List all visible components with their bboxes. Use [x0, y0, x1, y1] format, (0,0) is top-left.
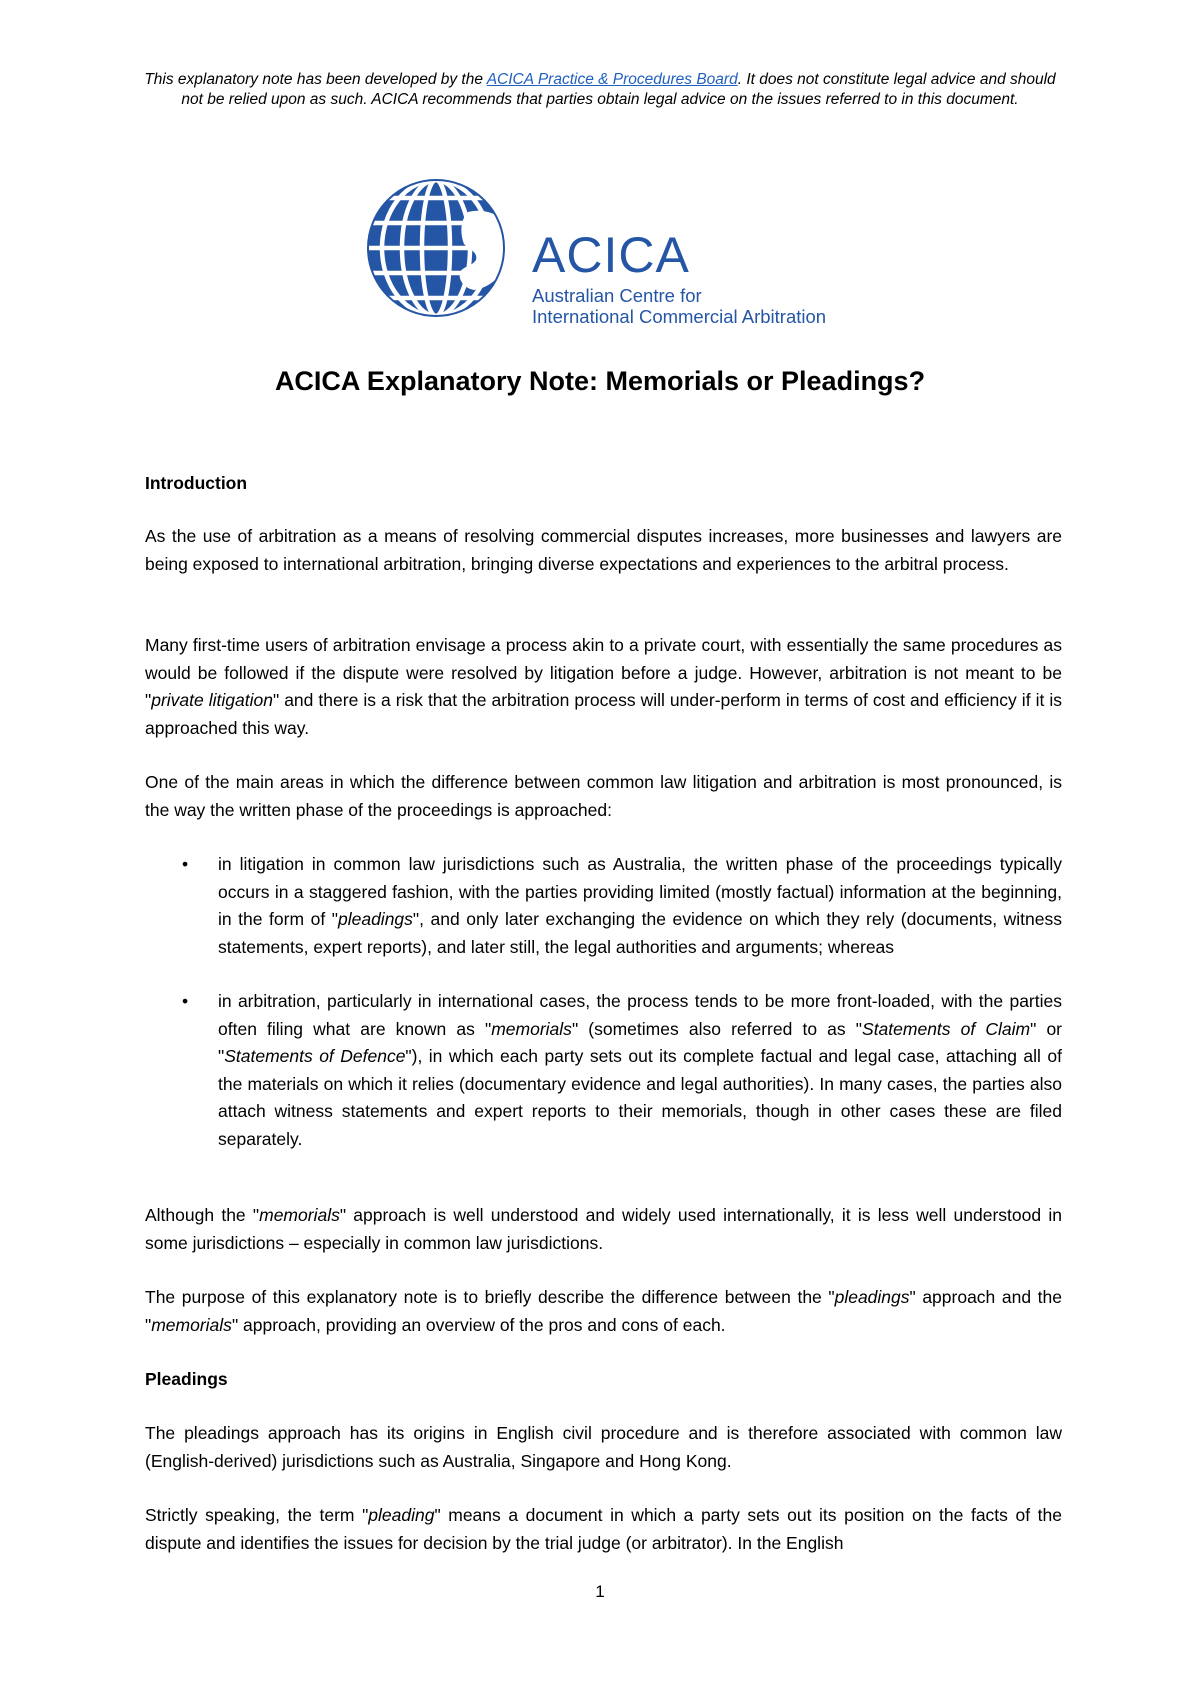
paragraph-3 — [145, 769, 1062, 824]
paragraph-5-emphasis-1: pleadings — [834, 1287, 910, 1307]
paragraph-7-text-b: " means a document in which a party sets out its position on the facts of the dispute and identifies the issues for decision by the trial judge (or arbitrator). In the English — [145, 1505, 1062, 1553]
logo-tagline-line-2: International Commercial Arbitration — [532, 306, 827, 327]
logo-tagline-line-1: Australian Centre for — [532, 285, 702, 306]
paragraph-7 — [145, 1502, 1062, 1557]
acica-logo — [360, 178, 860, 338]
disclaimer — [140, 70, 1060, 110]
paragraph-4 — [145, 1202, 1062, 1257]
paragraph-2-text-a: Many first-time users of arbitration envisage a process akin to a private court, with essentially the same procedures as would be followed if the dispute were resolved by litigation before a judge. However, arbitration is not meant to be " — [145, 635, 1062, 710]
paragraph-3-text: One of the main areas in which the difference between common law litigation and arbitration is most pronounced, is the way the written phase of the proceedings is approached: — [145, 772, 1062, 820]
practice-board-link[interactable]: ACICA Practice & Procedures Board — [486, 71, 738, 88]
logo-acronym: ACICA — [532, 227, 690, 283]
section-pleadings — [145, 1366, 1062, 1394]
bullet-2-emphasis-3: Statements of Defence — [224, 1046, 406, 1066]
paragraph-7-text-a: Strictly speaking, the term " — [145, 1505, 369, 1525]
paragraph-5 — [145, 1284, 1062, 1339]
disclaimer-text-start: This explanatory note has been developed by the — [144, 71, 487, 88]
bullet-1-text-b: ", and only later exchanging the evidence on which they rely (documents, witness statements, expert reports), and later still, the legal authorities and arguments; whereas — [218, 909, 1063, 957]
paragraph-6 — [145, 1420, 1062, 1475]
bullet-2-emphasis-2: Statements of Claim — [862, 1018, 1031, 1039]
bullet-icon: • — [182, 854, 189, 874]
paragraph-4-emphasis: memorials — [259, 1205, 340, 1225]
paragraph-4-text-a: Although the " — [145, 1205, 260, 1225]
page-number: 1 — [595, 1582, 605, 1601]
paragraph-1-text: As the use of arbitration as a means of resolving commercial disputes increases, more businesses and lawyers are being exposed to international arbitration, bringing diverse expectations and experiences to the arbitral process. — [145, 526, 1062, 574]
list-item — [145, 988, 1062, 1153]
paragraph-1 — [145, 523, 1062, 578]
globe-icon — [360, 178, 530, 328]
paragraph-6-text: The pleadings approach has its origins in English civil procedure and is therefore associated with common law (English-derived) jurisdictions such as Australia, Singapore and Hong Kong. — [145, 1423, 1062, 1471]
paragraph-5-text-a: The purpose of this explanatory note is to briefly describe the difference between the " — [145, 1287, 835, 1307]
paragraph-5-emphasis-2: memorials — [151, 1314, 232, 1335]
section-introduction — [145, 470, 1062, 498]
bullet-1-emphasis: pleadings — [337, 909, 413, 929]
bullet-list — [145, 851, 1062, 1153]
disclaimer-text-end: . It does not constitute legal advice and should not be relied upon as such. ACICA recommends that parties obtain legal advice on the issues referred to in this document. — [181, 71, 1056, 108]
introduction-heading: Introduction — [145, 473, 248, 493]
bullet-icon: • — [182, 991, 189, 1011]
bullet-2-text-a: in arbitration, particularly in international cases, the process tends to be more front-loaded, with the parties often filing what are known as " — [218, 991, 1062, 1039]
bullet-1-text-a: in litigation in common law jurisdictions such as Australia, the written phase of the proceedings typically occurs in a staggered fashion, with the parties providing limited (mostly factual) information at the beginning, in the form of " — [218, 854, 1062, 929]
paragraph-4-text-b: " approach is well understood and widely used internationally, it is less well understood in some jurisdictions – especially in common law jurisdictions. — [145, 1205, 1062, 1253]
bullet-2-emphasis-1: memorials — [491, 1018, 572, 1039]
bullet-2-text-d: "), in which each party sets out its complete factual and legal case, attaching all of the materials on which it relies (documentary evidence and legal authorities). In many cases, the parties also attach witness statements and expert reports to their memorials, though in other cases these are filed separately. — [218, 1046, 1062, 1149]
paragraph-5-text-c: " approach, providing an overview of the pros and cons of each. — [231, 1314, 726, 1335]
paragraph-7-emphasis: pleading — [368, 1505, 435, 1525]
paragraph-2-text-b: " and there is a risk that the arbitration process will under-perform in terms of cost and efficiency if it is approached this way. — [145, 690, 1062, 738]
list-item — [145, 851, 1062, 961]
document-title: ACICA Explanatory Note: Memorials or Pleadings? — [274, 366, 926, 396]
bullet-2-text-b: " (sometimes also referred to as " — [571, 1018, 863, 1039]
paragraph-5-text-b: " approach and the " — [145, 1287, 1062, 1335]
bullet-2-text-c: " or " — [218, 1018, 1063, 1066]
pleadings-heading: Pleadings — [145, 1369, 228, 1389]
paragraph-2 — [145, 632, 1062, 742]
paragraph-2-emphasis: private litigation — [151, 690, 273, 710]
